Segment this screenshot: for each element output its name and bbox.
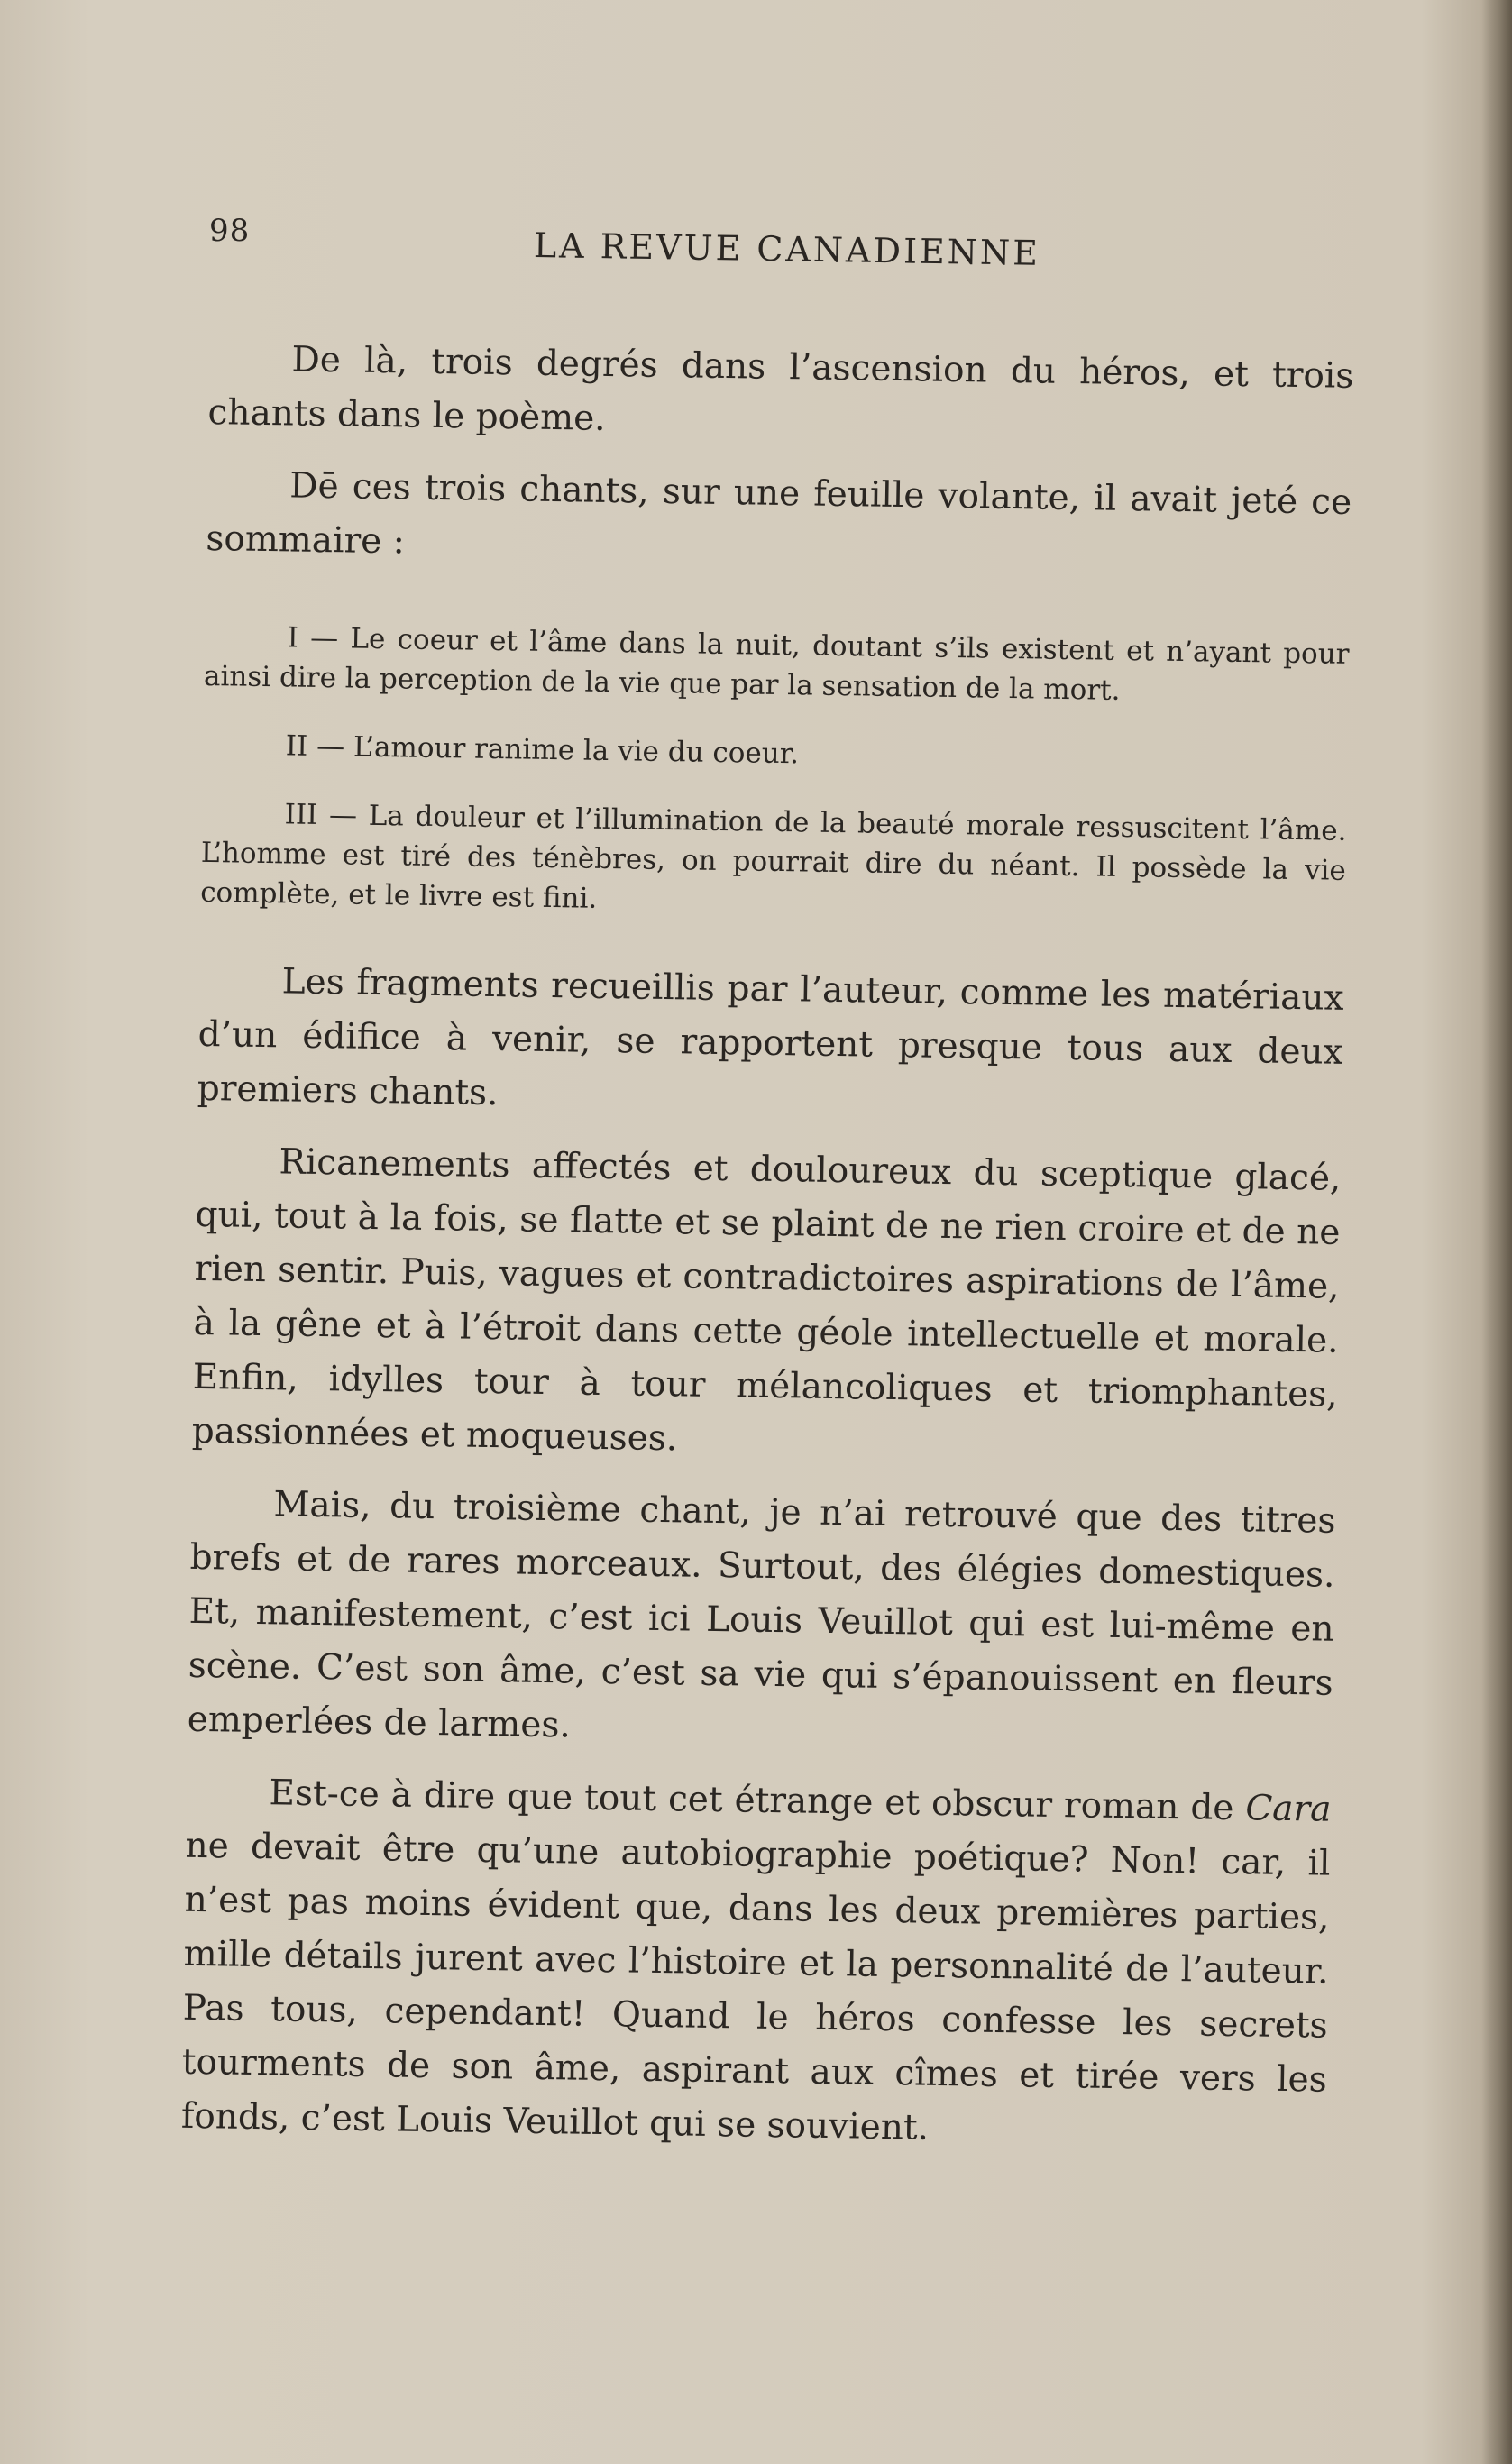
summary-item-3: III — La douleur et l’illumination de la beauté morale ressuscitent l’âme. L’homme est tiré des ténèbres, on pourrait dire du néant. Il possède la vie complète, et le livre est fini. bbox=[199, 798, 1347, 915]
work-title-cara: Cara bbox=[1245, 1788, 1332, 1830]
paragraph-troisieme-chant: Mais, du troisième chant, je n’ai retrouvé que des titres brefs et de rares morceaux. Surtout, des élégies domestiques. Et, manifestement, c’est ici Louis Veuillot qui est lui-même en scène. C’est son âme, c’est sa vie qui s’épanouissent en fleurs emperlées de larmes. bbox=[187, 1484, 1336, 1746]
paragraph-ricanements: Ricanements affectés et douloureux du sceptique glacé, qui, tout à la fois, se flatte et se plaint de ne rien croire et de ne rien sentir. Puis, vagues et contradictoires aspirations de l’âme, à la gêne et à l’étroit dans cette géole intellectuelle et morale. Enfin, idylles tour à tour mélancoliques et triomphantes, passionnées et moqueuses. bbox=[191, 1141, 1342, 1460]
page-header bbox=[209, 213, 1354, 276]
paragraph-fragments: Les fragments recueillis par l’auteur, comme les matériaux d’un édifice à venir, se rapportent presque tous aux deux premiers chants. bbox=[197, 961, 1344, 1114]
page-number: 98 bbox=[209, 213, 251, 249]
paragraph-autobiographie bbox=[180, 1765, 1331, 2162]
paragraph-intro-2: Dē ces trois chants, sur une feuille volante, il avait jeté ce sommaire : bbox=[206, 465, 1352, 563]
paragraph-intro-1: De là, trois degrés dans l’ascension du héros, et trois chants dans le poème. bbox=[207, 339, 1354, 439]
chant-summary bbox=[200, 617, 1350, 930]
paragraph-autobiographie-start: Est-ce à dire que tout cet étrange et obscur roman de bbox=[269, 1772, 1234, 1829]
paragraph-autobiographie-rest: ne devait être qu’une autobiographie poétique? Non! car, il n’est pas moins évident que, dans les deux premières parties, mille détails jurent avec l’histoire et la personnalité de l’auteur. Pas tous, cependant! Quand le héros confesse les secrets tourments de son âme, aspirant aux cîmes et tirée vers les fonds, c’est Louis Veuillot qui se souvient. bbox=[180, 1825, 1331, 2148]
summary-item-1: I — Le coeur et l’âme dans la nuit, doutant s’ils existent et n’ayant pour ainsi dire la perception de la vie que par la sensation de la mort. bbox=[203, 621, 1350, 707]
running-title: LA REVUE CANADIENNE bbox=[533, 225, 1041, 273]
summary-item-2: II — L’amour ranime la vie du coeur. bbox=[285, 729, 800, 771]
binding-shadow bbox=[1481, 0, 1512, 2464]
page-body bbox=[180, 332, 1353, 2162]
